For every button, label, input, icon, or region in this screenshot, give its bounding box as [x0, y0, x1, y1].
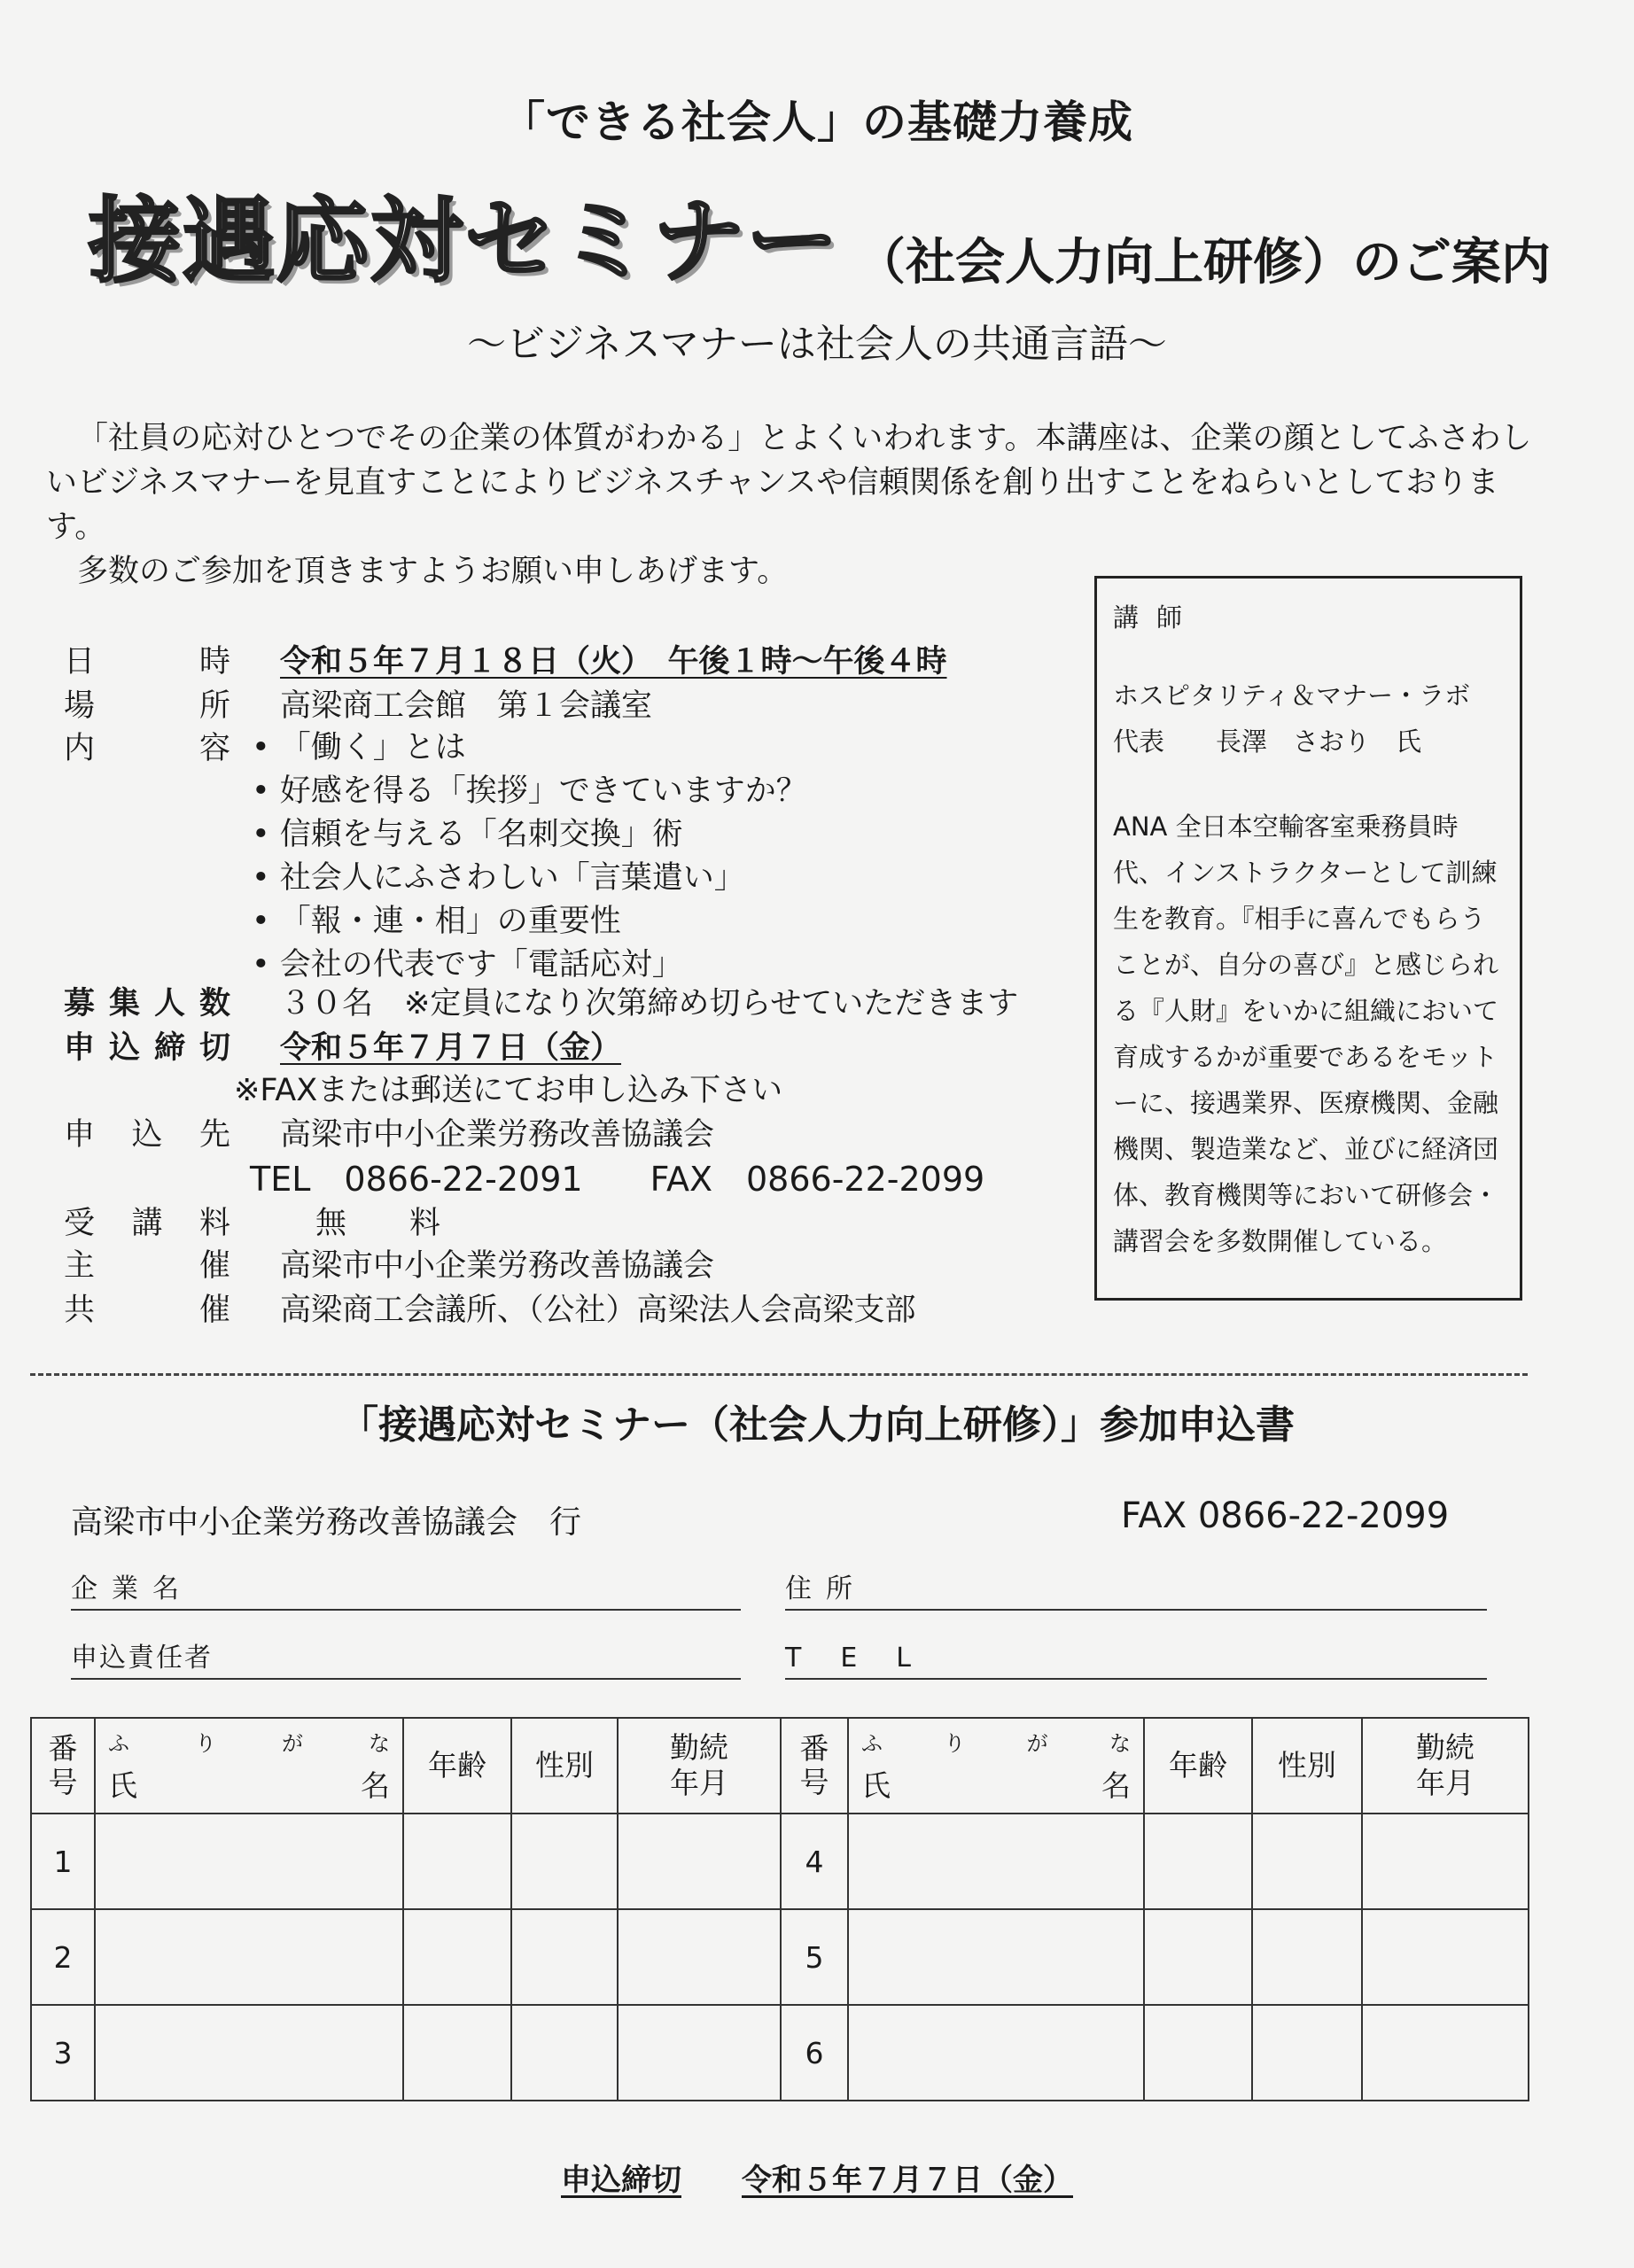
instructor-box [1094, 576, 1522, 1301]
participant-table [30, 1717, 1529, 2101]
row-number: 2 [31, 1909, 95, 2005]
tenure-cell[interactable] [1362, 1814, 1529, 1909]
name-cell[interactable] [848, 1909, 1144, 2005]
gender-cell[interactable] [1252, 2005, 1362, 2101]
detail-value: 高梁商工会議所、（公社）高梁法人会高梁支部 [280, 1293, 916, 1328]
col-age: 年齢 [1144, 1718, 1252, 1814]
table-header-row [31, 1718, 1529, 1814]
list-item: • 好感を得る「挨拶」できていますか？ [252, 770, 807, 813]
detail-label: 場所 [64, 688, 230, 724]
age-cell[interactable] [403, 1814, 511, 1909]
row-number: 1 [31, 1814, 95, 1909]
gender-cell[interactable] [1252, 1814, 1362, 1909]
detail-value: 無 料 [315, 1206, 457, 1241]
list-item: • 社会人にふさわしい「言葉遣い」 [252, 857, 807, 900]
age-cell[interactable] [1144, 1814, 1252, 1909]
col-gender: 性別 [1252, 1718, 1362, 1814]
row-number: 5 [781, 1909, 848, 2005]
name-char: 氏 [108, 1768, 137, 1803]
address-field[interactable]: 住所 [785, 1570, 1487, 1611]
instructor-bio: ANA 全日本空輸客室乗務員時代、インストラクターとして訓練生を教育。『相手に喜んでもらうことが、自分の喜び』と感じられる『人財』をいかに組織において育成するかが重要であるをモットーに、接遇業界、医療機関、金融機関、製造業など、並びに経済団体、教育機関等において研修会・講習会を多数開催している。 [1113, 812, 1499, 1256]
cut-line [30, 1373, 1528, 1376]
furigana-char: ふ [108, 1731, 129, 1756]
tel-field[interactable]: TEL [785, 1639, 1487, 1680]
detail-cohost [64, 1288, 916, 1332]
gender-cell[interactable] [511, 1814, 618, 1909]
instructor-heading: 講師 [1113, 602, 1201, 633]
gender-cell[interactable] [511, 1909, 618, 2005]
list-item: • 信頼を与える「名刺交換」術 [252, 813, 807, 857]
row-number: 4 [781, 1814, 848, 1909]
age-cell[interactable] [403, 2005, 511, 2101]
col-number: 番号 [31, 1718, 95, 1814]
table-row [31, 1909, 1529, 2005]
tenure-cell[interactable] [1362, 1909, 1529, 2005]
detail-label: 受講料 [64, 1206, 230, 1241]
detail-place [64, 684, 652, 728]
row-number: 6 [781, 2005, 848, 2101]
header-subtitle: 「できる社会人」の基礎力養成 [501, 97, 1133, 148]
col-name [848, 1718, 1144, 1814]
furigana-char: が [1026, 1731, 1048, 1756]
responsible-person-field[interactable]: 申込責任者 [71, 1639, 741, 1680]
page-title: 接遇応対セミナー [89, 187, 841, 295]
footer-value: 令和５年７月７日（金） [742, 2163, 1073, 2198]
tenure-cell[interactable] [618, 1814, 781, 1909]
intro-paragraph: 「社員の応対ひとつでその企業の体質がわかる」とよくいわれます。本講座は、企業の顔としてふさわしいビジネスマナーを見直すことによりビジネスチャンスや信頼関係を創り出すことをねらいとしております。 [46, 421, 1532, 545]
detail-value: 高梁商工会館 第１会議室 [280, 688, 653, 724]
detail-content [64, 726, 280, 771]
content-list [252, 726, 807, 987]
furigana-char: ふ [861, 1731, 883, 1756]
detail-label: 申込締切 [64, 1030, 230, 1066]
tenure-cell[interactable] [1362, 2005, 1529, 2101]
detail-label: 募集人数 [64, 986, 230, 1021]
col-number: 番号 [781, 1718, 848, 1814]
intro-request: 多数のご参加を頂きますようお願い申しあげます。 [77, 554, 789, 589]
age-cell[interactable] [403, 1909, 511, 2005]
detail-host [64, 1244, 714, 1288]
deadline-footer [0, 2155, 1634, 2199]
tenure-cell[interactable] [618, 1909, 781, 2005]
col-age: 年齢 [403, 1718, 511, 1814]
name-cell[interactable] [95, 1814, 403, 1909]
list-item: • 「働く」とは [252, 726, 807, 770]
instructor-org: ホスピタリティ＆マナー・ラボ [1113, 680, 1471, 711]
company-field[interactable]: 企業名 [71, 1570, 741, 1611]
form-fax: FAX 0866-22-2099 [1121, 1495, 1450, 1536]
table-row [31, 2005, 1529, 2101]
gender-cell[interactable] [511, 2005, 618, 2101]
tagline: ～ビジネスマナーは社会人の共通言語～ [467, 322, 1167, 367]
name-char: 名 [1101, 1768, 1131, 1803]
deadline-note: ※FAXまたは郵送にてお申し込み下さい [234, 1073, 783, 1108]
furigana-char: り [195, 1731, 216, 1756]
instructor-name: 代表 長澤 さおり 氏 [1113, 726, 1422, 757]
col-tenure: 勤続年月 [1362, 1718, 1529, 1814]
detail-apply [64, 1113, 714, 1157]
name-cell[interactable] [95, 1909, 403, 2005]
col-name [95, 1718, 403, 1814]
furigana-char: り [944, 1731, 966, 1756]
row-number: 3 [31, 2005, 95, 2101]
form-title: 「接遇応対セミナー（社会人力向上研修）」参加申込書 [339, 1402, 1295, 1448]
name-char: 氏 [861, 1768, 891, 1803]
detail-value: 令和５年７月１８日（火） 午後１時～午後４時 [280, 644, 947, 680]
tenure-cell[interactable] [618, 2005, 781, 2101]
page-title-suffix: （社会人力向上研修）のご案内 [856, 234, 1552, 291]
col-gender: 性別 [511, 1718, 618, 1814]
col-tenure: 勤続年月 [618, 1718, 781, 1814]
detail-value: 令和５年７月７日（金） [280, 1030, 622, 1066]
furigana-char: な [369, 1731, 390, 1756]
table-row [31, 1814, 1529, 1909]
name-cell[interactable] [95, 2005, 403, 2101]
name-cell[interactable] [848, 2005, 1144, 2101]
detail-datetime [64, 640, 947, 684]
detail-label: 内容 [64, 731, 230, 766]
detail-value: 高梁市中小企業労務改善協議会 [280, 1248, 715, 1284]
list-item: • 「報・連・相」の重要性 [252, 900, 807, 944]
furigana-char: が [282, 1731, 303, 1756]
title-row [89, 167, 1595, 299]
age-cell[interactable] [1144, 2005, 1252, 2101]
apply-contact: TEL 0866-22-2091 FAX 0866-22-2099 [250, 1160, 985, 1199]
detail-label: 主催 [64, 1248, 230, 1284]
name-cell[interactable] [848, 1814, 1144, 1909]
gender-cell[interactable] [1252, 1909, 1362, 2005]
furigana-char: な [1109, 1731, 1131, 1756]
detail-capacity [64, 982, 1018, 1026]
detail-label: 申込先 [64, 1117, 230, 1153]
age-cell[interactable] [1144, 1909, 1252, 2005]
list-item: • 会社の代表です「電話応対」 [252, 944, 807, 987]
form-recipient: 高梁市中小企業労務改善協議会 行 [71, 1504, 582, 1541]
footer-label: 申込締切 [561, 2163, 681, 2198]
detail-label: 日時 [64, 644, 230, 680]
detail-label: 共催 [64, 1293, 230, 1328]
detail-fee [64, 1201, 456, 1246]
detail-deadline [64, 1026, 621, 1070]
name-char: 名 [361, 1768, 390, 1803]
detail-value: ３０名 ※定員になり次第締め切らせていただきます [280, 986, 1019, 1021]
detail-value: 高梁市中小企業労務改善協議会 [280, 1117, 715, 1153]
